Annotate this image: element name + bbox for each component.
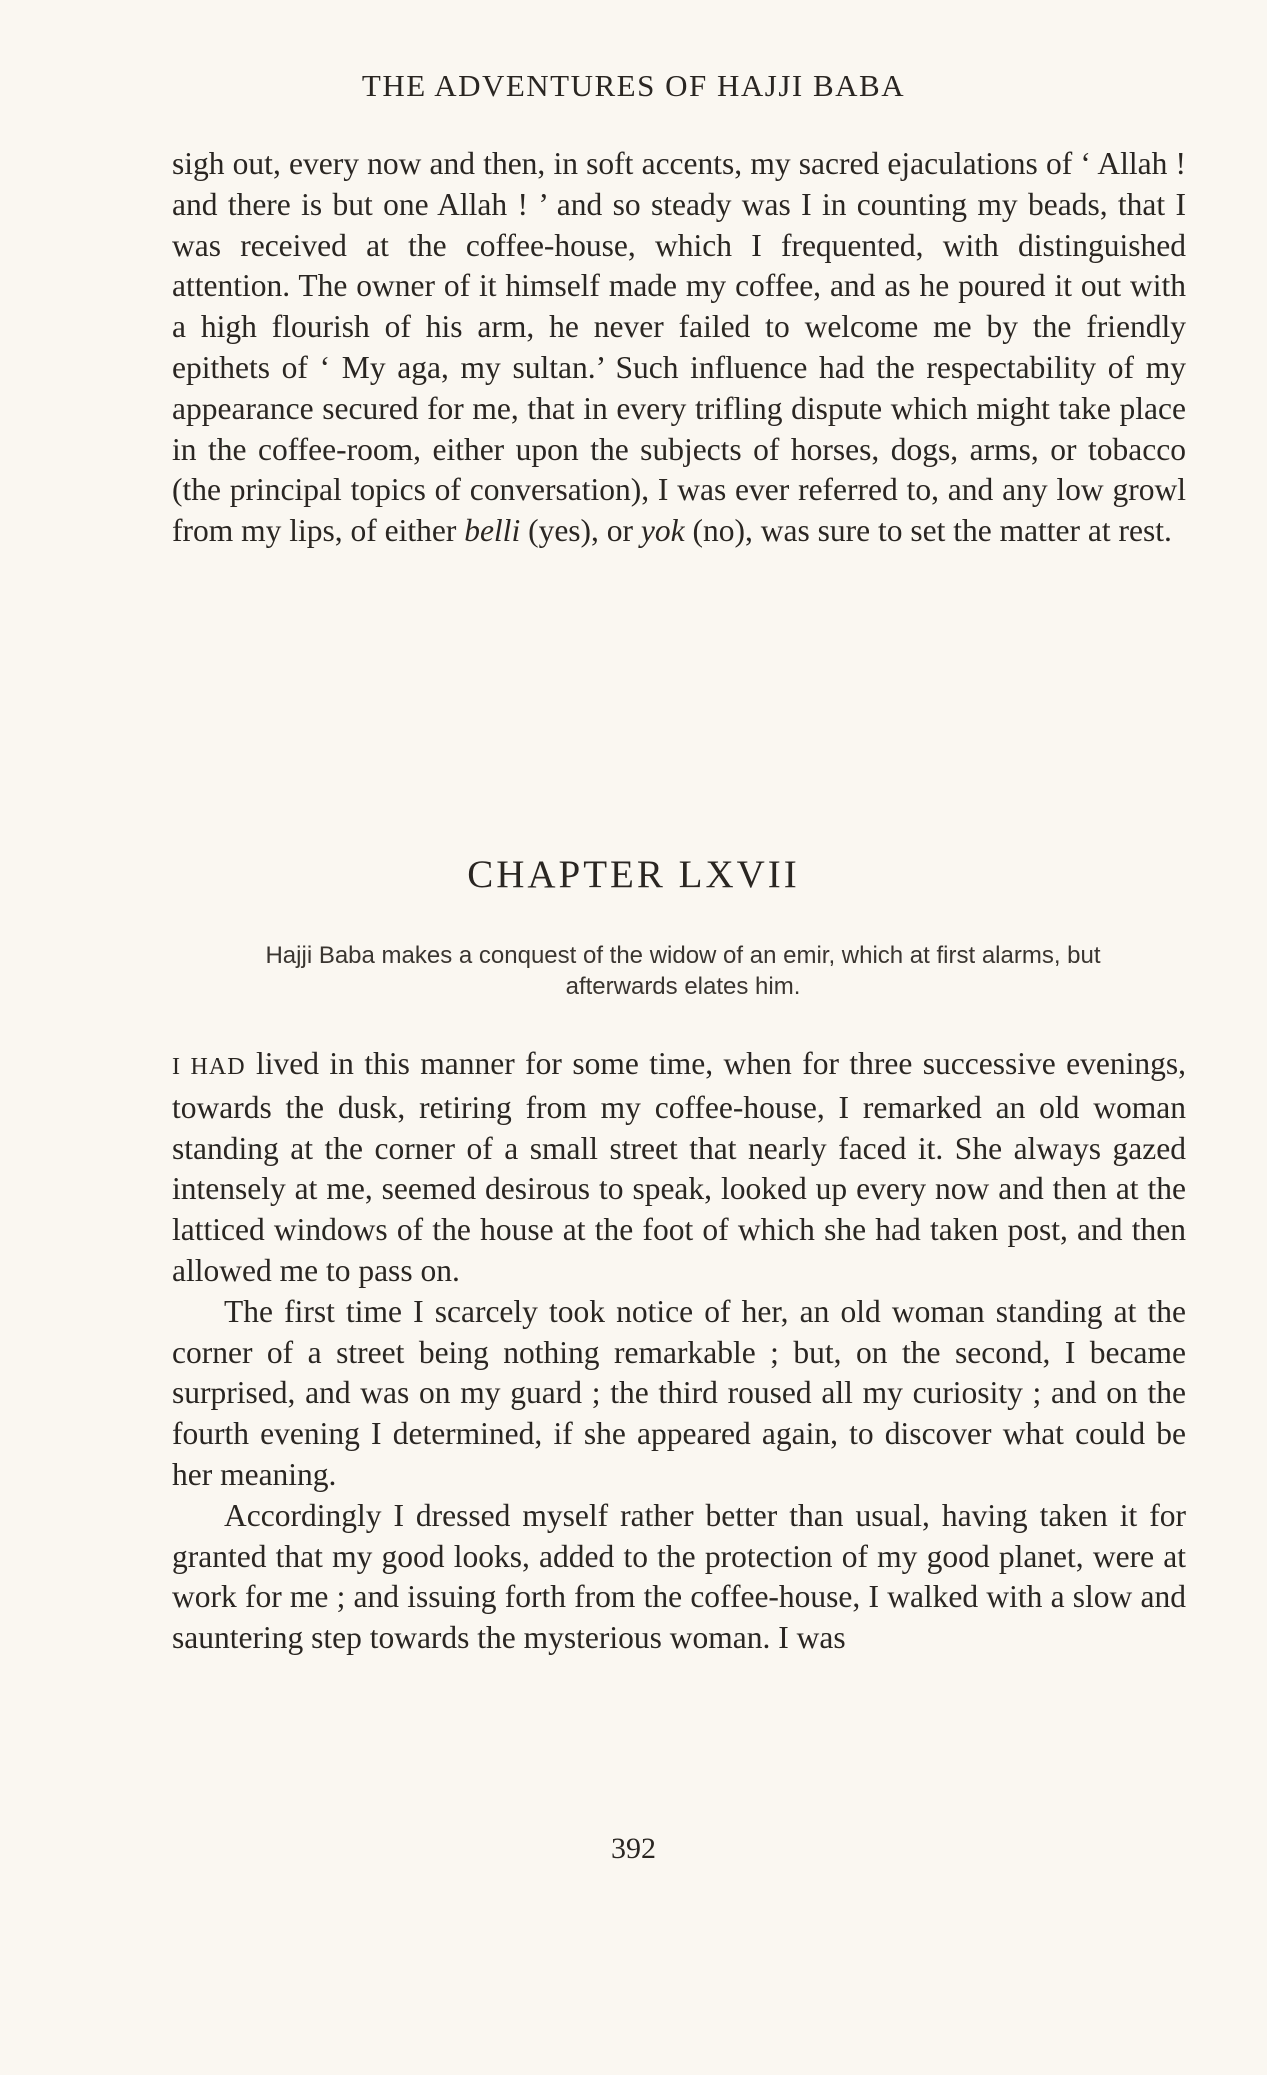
- italic-word-belli: belli: [464, 513, 521, 549]
- paragraph-text: (no), was sure to set the matter at rest.: [684, 513, 1172, 549]
- running-head: THE ADVENTURES OF HAJJI BABA: [361, 68, 906, 103]
- chapter-text-block: [172, 1044, 1186, 1659]
- opening-small-caps: I HAD: [172, 1054, 246, 1080]
- paragraph-text: lived in this manner for some time, when for three successive evenings, towards the dusk, retiring from my coffee-house, I remarked an old woman standing at the corner of a small street that nearly faced it. She always gazed intensely at me, seemed desirous to speak, looked up every now and then at the latticed windows of the house at the foot of which she had taken post, and then allowed me to pass on.: [172, 1046, 1186, 1288]
- page-number: 392: [611, 1832, 656, 1865]
- paragraph: The first time I scarcely took notice of her, an old woman standing at the corner of a street being nothing remarkable ; but, on the second, I became surprised, and was on my guard ; the third roused all my curiosity ; and on the fourth evening I determined, if she appeared again, to discover what could be her meaning.: [172, 1293, 1186, 1492]
- chapter-heading: CHAPTER LXVII: [467, 853, 800, 896]
- chapter-summary: Hajji Baba makes a conquest of the widow of an emir, which at first alarms, but afterwards elates him.: [265, 942, 1101, 1000]
- paragraph-text: sigh out, every now and then, in soft accents, my sacred ejaculations of ‘ Allah ! and there is but one Allah ! ’ and so steady was I in counting my beads, that I was received at the coffee-house, which I frequented, with distinguished attention. The owner of it himself made my coffee, and as he poured it out with a high flourish of his arm, he never failed to welcome me by the friendly epithets of ‘ My aga, my sultan.’ Such influence had the respectability of my appearance secured for me, that in every trifling dispute which might take place in the coffee-room, either upon the subjects of horses, dogs, arms, or tobacco (the principal topics of conversation), I was ever referred to, and any low growl from my lips, of either: [172, 146, 1186, 549]
- continued-text-block: [172, 144, 1186, 552]
- continued-paragraph: [172, 144, 1186, 552]
- paragraph-text: (yes), or: [520, 513, 641, 549]
- italic-word-yok: yok: [640, 513, 685, 549]
- opening-paragraph: [172, 1044, 1186, 1292]
- paragraph: Accordingly I dressed myself rather better than usual, having taken it for granted that my good looks, added to the protection of my good planet, were at work for me ; and issuing forth from the coffee-house, I walked with a slow and sauntering step towards the mysterious woman. I was: [172, 1497, 1186, 1656]
